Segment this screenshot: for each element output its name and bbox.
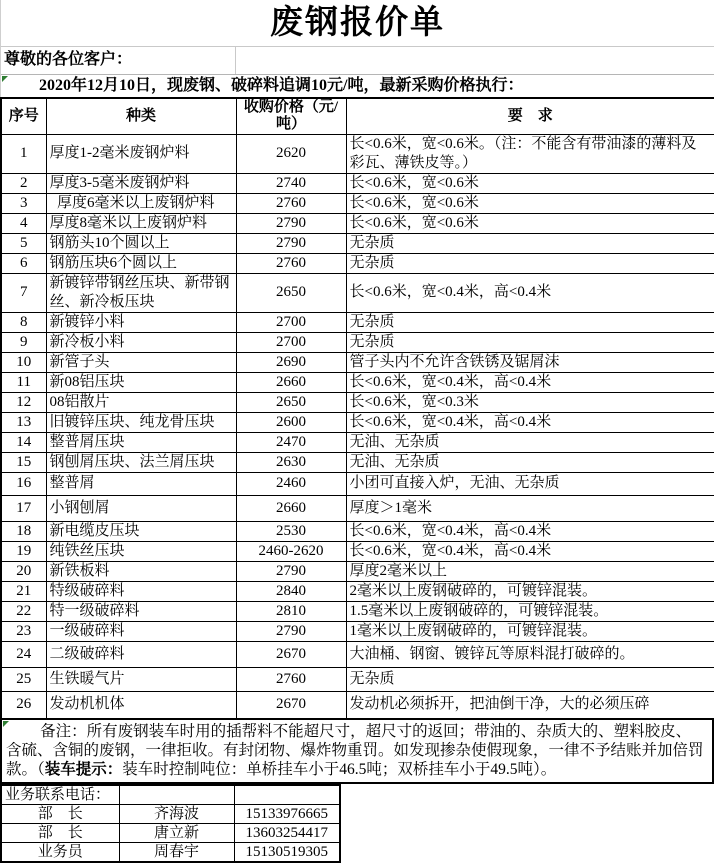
row-type: 小钢刨屑 (46, 495, 236, 521)
row-no: 8 (1, 312, 46, 332)
page-title: 废钢报价单 (1, 0, 714, 47)
contact-title: 部 长 (1, 805, 119, 824)
row-type: 钢刨屑压块、法兰屑压块 (46, 452, 236, 472)
row-type: 钢筋压块6个圆以上 (46, 253, 236, 273)
price-table-header-row (1, 98, 714, 134)
row-req: 长<0.6米，宽<0.6米 (346, 173, 714, 193)
contacts-header-row (1, 785, 340, 805)
contact-name: 唐立新 (119, 824, 234, 843)
row-type: 一级破碎料 (46, 621, 236, 641)
row-price: 2650 (236, 392, 346, 412)
row-type: 特一级破碎料 (46, 601, 236, 621)
row-price: 2700 (236, 312, 346, 332)
contact-row (1, 824, 340, 843)
notes-bold-label: 装车提示： (44, 761, 123, 778)
row-no: 20 (1, 561, 46, 581)
table-row (1, 667, 714, 691)
contact-phone: 15133976665 (234, 805, 340, 824)
table-row (1, 621, 714, 641)
contact-name: 齐海波 (119, 805, 234, 824)
row-type: 钢筋头10个圆以上 (46, 233, 236, 253)
row-req: 长<0.6米，宽<0.4米，高<0.4米 (346, 273, 714, 312)
row-price: 2460 (236, 472, 346, 495)
row-req: 长<0.6米，宽<0.6米 (346, 213, 714, 233)
table-row (1, 213, 714, 233)
row-type: 厚度8毫米以上废钢炉料 (46, 213, 236, 233)
table-row (1, 495, 714, 521)
table-row (1, 233, 714, 253)
row-type: 新镀锌带钢丝压块、新带钢丝、新冷板压块 (46, 273, 236, 312)
greeting-empty-cell (236, 47, 714, 74)
table-row (1, 452, 714, 472)
row-req: 长<0.6米，宽<0.4米，高<0.4米 (346, 412, 714, 432)
greeting-text: 尊敬的各位客户： (1, 47, 236, 74)
row-type: 新管子头 (46, 352, 236, 372)
row-req: 无油、无杂质 (346, 452, 714, 472)
row-type: 二级破碎料 (46, 641, 236, 667)
row-type: 新电缆皮压块 (46, 521, 236, 541)
row-req: 1.5毫米以上废钢破碎的，可镀锌混装。 (346, 601, 714, 621)
row-price: 2670 (236, 641, 346, 667)
contact-row (1, 805, 340, 824)
table-row (1, 273, 714, 312)
row-type: 旧镀锌压块、纯龙骨压块 (46, 412, 236, 432)
contact-name: 周春宇 (119, 843, 234, 863)
table-row (1, 193, 714, 213)
row-no: 25 (1, 667, 46, 691)
row-type: 新铁板料 (46, 561, 236, 581)
row-price: 2790 (236, 213, 346, 233)
row-price: 2660 (236, 495, 346, 521)
row-no: 9 (1, 332, 46, 352)
row-req: 无油、无杂质 (346, 432, 714, 452)
row-req: 长<0.6米，宽<0.6米。（注：不能含有带油漆的薄料及彩瓦、薄铁皮等。） (346, 134, 714, 173)
row-type: 整普屑压块 (46, 432, 236, 452)
row-type: 新冷板小料 (46, 332, 236, 352)
row-req: 无杂质 (346, 332, 714, 352)
row-req: 发动机必须拆开，把油倒干净，大的必须压碎 (346, 691, 714, 719)
row-no: 13 (1, 412, 46, 432)
row-no: 22 (1, 601, 46, 621)
row-type: 08铝散片 (46, 392, 236, 412)
row-req: 大油桶、钢窗、镀锌瓦等原料混打破碎的。 (346, 641, 714, 667)
row-type: 厚度3-5毫米废钢炉料 (46, 173, 236, 193)
row-no: 3 (1, 193, 46, 213)
table-row (1, 432, 714, 452)
contact-row (1, 843, 340, 863)
row-req: 长<0.6米，宽<0.3米 (346, 392, 714, 412)
table-row (1, 601, 714, 621)
header-type: 种类 (46, 98, 236, 134)
table-row (1, 173, 714, 193)
row-price: 2840 (236, 581, 346, 601)
row-price: 2740 (236, 173, 346, 193)
price-table-body (1, 134, 714, 719)
row-no: 26 (1, 691, 46, 719)
row-type: 厚度6毫米以上废钢炉料 (46, 193, 236, 213)
contact-title: 业务员 (1, 843, 119, 863)
table-row (1, 521, 714, 541)
table-row (1, 641, 714, 667)
row-price: 2790 (236, 621, 346, 641)
notes-block (0, 720, 714, 784)
row-price: 2600 (236, 412, 346, 432)
contact-title: 部 长 (1, 824, 119, 843)
row-no: 23 (1, 621, 46, 641)
table-row (1, 581, 714, 601)
row-no: 5 (1, 233, 46, 253)
row-req: 厚度2毫米以上 (346, 561, 714, 581)
row-req: 小团可直接入炉，无油、无杂质 (346, 472, 714, 495)
contact-phone: 13603254417 (234, 824, 340, 843)
row-req: 1毫米以上废钢破碎的，可镀锌混装。 (346, 621, 714, 641)
greeting-row (1, 47, 714, 75)
row-no: 11 (1, 372, 46, 392)
row-price: 2530 (236, 521, 346, 541)
row-req: 无杂质 (346, 667, 714, 691)
row-req: 长<0.6米，宽<0.4米，高<0.4米 (346, 521, 714, 541)
row-price: 2620 (236, 134, 346, 173)
row-no: 14 (1, 432, 46, 452)
row-no: 6 (1, 253, 46, 273)
row-req: 长<0.6米，宽<0.4米，高<0.4米 (346, 372, 714, 392)
notice-row (1, 75, 714, 97)
row-no: 2 (1, 173, 46, 193)
row-req: 厚度＞1毫米 (346, 495, 714, 521)
row-no: 15 (1, 452, 46, 472)
table-row (1, 561, 714, 581)
row-req: 长<0.6米，宽<0.4米，高<0.4米 (346, 541, 714, 561)
row-type: 纯铁丝压块 (46, 541, 236, 561)
excel-green-triangle-icon (3, 721, 9, 727)
table-row (1, 372, 714, 392)
table-row (1, 412, 714, 432)
row-type: 新镀锌小料 (46, 312, 236, 332)
table-row (1, 352, 714, 372)
header-no: 序号 (1, 98, 46, 134)
table-row (1, 392, 714, 412)
contacts-empty-cell (119, 785, 234, 805)
notes-text-2: 装车时控制吨位：单桥挂车小于46.5吨；双桥挂车小于49.5吨）。 (122, 761, 557, 778)
row-price: 2700 (236, 332, 346, 352)
row-no: 7 (1, 273, 46, 312)
table-row (1, 541, 714, 561)
row-type: 新08铝压块 (46, 372, 236, 392)
row-type: 发动机机体 (46, 691, 236, 719)
header-price: 收购价格（元/吨） (236, 98, 346, 134)
contacts-empty-cell (234, 785, 340, 805)
row-req: 管子头内不允许含铁锈及锯屑沫 (346, 352, 714, 372)
row-req: 无杂质 (346, 233, 714, 253)
notice-text: 2020年12月10日，现废钢、破碎料追调10元/吨，最新采购价格执行： (39, 77, 524, 94)
table-row (1, 134, 714, 173)
row-price: 2650 (236, 273, 346, 312)
contacts-table-body (1, 785, 340, 862)
row-no: 17 (1, 495, 46, 521)
row-no: 16 (1, 472, 46, 495)
row-price: 2790 (236, 561, 346, 581)
row-type: 厚度1-2毫米废钢炉料 (46, 134, 236, 173)
row-req: 2毫米以上废钢破碎的，可镀锌混装。 (346, 581, 714, 601)
row-type: 特级破碎料 (46, 581, 236, 601)
top-section (0, 0, 714, 97)
contacts-table (0, 784, 341, 863)
table-row (1, 253, 714, 273)
row-no: 12 (1, 392, 46, 412)
row-price: 2630 (236, 452, 346, 472)
row-price: 2760 (236, 193, 346, 213)
notes-text-1: 备注：所有废钢装车时用的插帮料不能超尺寸，超尺寸的返回；带油的、杂质大的、塑料胶皮、含硫、含铜的废钢，一律拒收。有封闭物、爆炸物重罚。如发现掺杂使假现象，一律不予结账并加倍罚款。（ (6, 723, 704, 778)
contacts-header-label: 业务联系电话： (1, 785, 119, 805)
row-no: 21 (1, 581, 46, 601)
row-no: 18 (1, 521, 46, 541)
row-price: 2660 (236, 372, 346, 392)
row-no: 4 (1, 213, 46, 233)
header-req: 要 求 (346, 98, 714, 134)
row-no: 24 (1, 641, 46, 667)
row-no: 10 (1, 352, 46, 372)
row-price: 2470 (236, 432, 346, 452)
contact-phone: 15130519305 (234, 843, 340, 863)
row-price: 2810 (236, 601, 346, 621)
row-price: 2760 (236, 253, 346, 273)
table-row (1, 472, 714, 495)
row-no: 1 (1, 134, 46, 173)
row-price: 2460-2620 (236, 541, 346, 561)
row-price: 2760 (236, 667, 346, 691)
price-table (0, 97, 714, 720)
row-type: 整普屑 (46, 472, 236, 495)
row-price: 2790 (236, 233, 346, 253)
row-req: 无杂质 (346, 312, 714, 332)
row-price: 2670 (236, 691, 346, 719)
table-row (1, 691, 714, 719)
notes-paragraph (6, 722, 706, 779)
excel-green-triangle-icon (2, 76, 8, 82)
row-req: 长<0.6米，宽<0.6米 (346, 193, 714, 213)
row-type: 生铁暖气片 (46, 667, 236, 691)
row-price: 2690 (236, 352, 346, 372)
table-row (1, 332, 714, 352)
row-req: 无杂质 (346, 253, 714, 273)
table-row (1, 312, 714, 332)
row-no: 19 (1, 541, 46, 561)
